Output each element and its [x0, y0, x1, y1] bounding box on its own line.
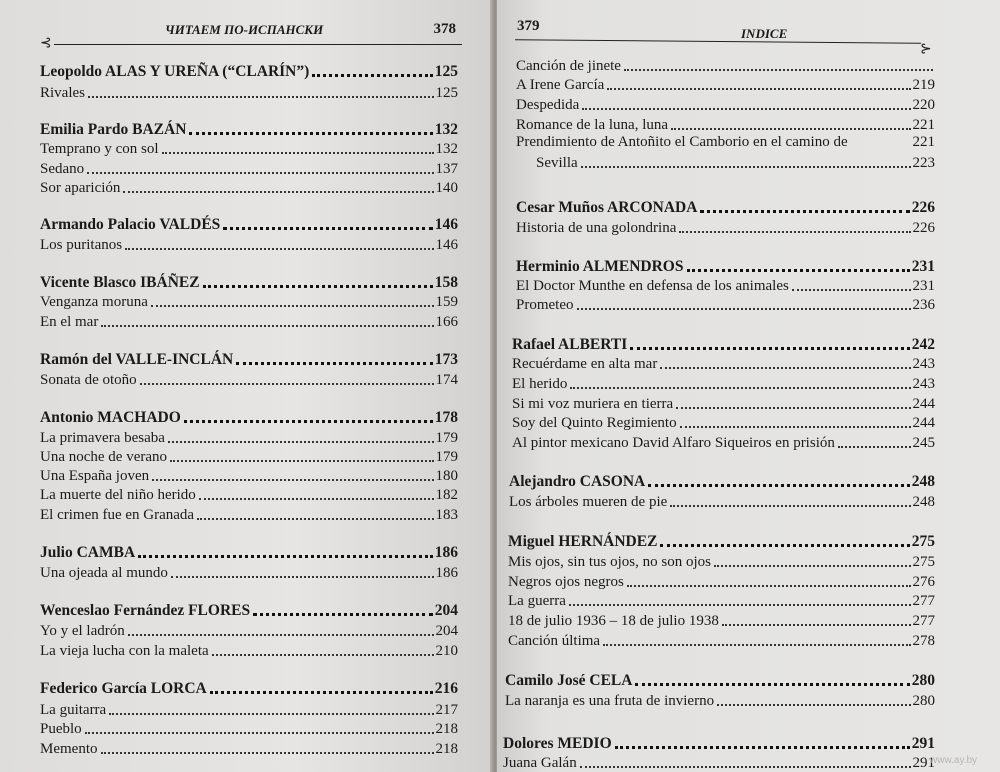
page-ref: 179	[435, 449, 458, 465]
work-title: A Irene García	[516, 77, 605, 93]
work-row	[40, 138, 458, 158]
work-title: Recuérdame en alta mar	[512, 356, 658, 372]
work-row	[516, 275, 935, 295]
right-page	[497, 0, 1000, 772]
work-row	[40, 291, 458, 311]
work-title: Memento	[40, 741, 98, 757]
dot-leader	[152, 479, 433, 481]
dot-leader	[151, 305, 434, 307]
work-row	[40, 82, 458, 102]
dot-leader	[197, 518, 433, 520]
work-row	[512, 393, 935, 413]
page-ref: 158	[434, 274, 458, 291]
work-title: Pueblo	[40, 721, 82, 737]
page-ref: 231	[911, 258, 935, 275]
page-ref: 221	[912, 134, 935, 150]
dot-leader	[838, 446, 911, 448]
dot-leader	[627, 585, 911, 587]
dot-leader	[85, 732, 434, 734]
page-ref: 159	[435, 294, 458, 310]
dot-leader	[714, 565, 911, 567]
page-ref: 221	[912, 117, 935, 133]
page-ref: 226	[912, 220, 935, 236]
page-ref: 245	[912, 435, 935, 451]
dot-leader	[582, 108, 910, 110]
page-ref: 280	[912, 693, 935, 709]
page-ref: 243	[912, 376, 935, 392]
work-row	[516, 131, 935, 151]
work-title: Venganza moruna	[40, 294, 148, 310]
page-number: 378	[433, 21, 456, 37]
dot-leader	[635, 683, 909, 686]
work-row	[508, 630, 935, 650]
header-ornament-icon: ⊰	[40, 36, 52, 51]
dot-leader	[203, 285, 433, 288]
work-title: Rivales	[40, 85, 85, 101]
dot-leader	[580, 766, 911, 768]
author-row	[40, 349, 458, 369]
dot-leader	[128, 634, 434, 636]
work-row	[512, 353, 935, 373]
work-row	[40, 234, 458, 254]
work-title: Una ojeada al mundo	[40, 565, 168, 581]
page-ref: 277	[912, 593, 935, 609]
work-title: La primavera besaba	[40, 430, 165, 446]
work-row	[505, 690, 935, 710]
page-ref: 217	[435, 702, 458, 718]
work-row	[40, 718, 458, 738]
page-ref: 220	[912, 97, 935, 113]
work-row	[516, 74, 935, 94]
author-name: Armando Palacio VALDÉS	[40, 216, 221, 233]
page-ref: 132	[435, 141, 458, 157]
work-row	[40, 465, 458, 485]
dot-leader	[615, 746, 910, 749]
dot-leader	[570, 387, 910, 389]
author-name: Rafael ALBERTI	[512, 336, 628, 353]
author-name: Federico García LORCA	[40, 680, 207, 697]
author-name: Ramón del VALLE-INCLÁN	[40, 351, 234, 368]
dot-leader	[138, 555, 433, 558]
author-name: Wenceslao Fernández FLORES	[40, 602, 251, 619]
work-row	[508, 590, 935, 610]
dot-leader	[101, 325, 433, 327]
work-row	[516, 94, 935, 114]
work-row	[40, 504, 458, 524]
dot-leader	[162, 152, 434, 154]
author-row	[40, 542, 458, 562]
work-title: Sevilla	[536, 155, 578, 171]
work-title: Juana Galán	[503, 755, 577, 771]
work-row	[40, 640, 458, 660]
work-title: Historia de una golondrina	[516, 220, 677, 236]
author-name: Julio CAMBA	[40, 544, 136, 561]
page-ref: 275	[911, 533, 935, 550]
dot-leader	[792, 289, 911, 291]
author-name: Alejandro CASONA	[509, 473, 646, 490]
page-ref: 244	[912, 396, 935, 412]
work-title: Canción de jinete	[516, 58, 621, 74]
header-title: INDICE	[741, 26, 788, 41]
author-name: Dolores MEDIO	[503, 735, 612, 752]
work-row	[40, 158, 458, 178]
page-ref: 219	[912, 77, 935, 93]
page-ref: 204	[434, 602, 458, 619]
dot-leader	[171, 576, 434, 578]
work-title: Al pintor mexicano David Alfaro Siqueiros en prisión	[512, 435, 835, 451]
work-title: El crimen fue en Granada	[40, 507, 195, 523]
dot-leader	[722, 624, 911, 626]
page-ref: 166	[435, 314, 458, 330]
work-title: Si mi voz muriera en tierra	[512, 396, 674, 412]
work-row	[512, 373, 935, 393]
dot-leader	[223, 227, 432, 230]
page-ref: 204	[435, 623, 458, 639]
work-row	[40, 446, 458, 466]
work-row	[40, 311, 458, 331]
page-ref: 179	[435, 430, 458, 446]
work-title: Soy del Quinto Regimiento	[512, 415, 677, 431]
work-title: La guitarra	[40, 702, 107, 718]
work-title: 18 de julio 1936 – 18 de julio 1938	[508, 613, 719, 629]
author-row	[40, 678, 458, 698]
running-header	[517, 18, 937, 41]
author-row	[40, 272, 458, 292]
work-row	[40, 177, 458, 197]
dot-leader	[679, 231, 910, 233]
work-row	[516, 55, 935, 75]
dot-leader	[670, 505, 910, 507]
work-title: Prometeo	[516, 297, 574, 313]
author-row	[503, 733, 935, 753]
author-name: Leopoldo ALAS Y UREÑA (“CLARÍN”)	[40, 63, 310, 80]
dot-leader	[212, 654, 434, 656]
work-row	[40, 699, 458, 719]
dot-leader	[189, 132, 432, 135]
dot-leader	[676, 407, 910, 409]
author-name: Vicente Blasco IBÁÑEZ	[40, 274, 200, 291]
page-number: 379	[517, 18, 540, 34]
page-ref: 216	[434, 680, 458, 697]
work-title: Sonata de otoño	[40, 372, 137, 388]
page-ref: 182	[435, 487, 458, 503]
page-ref: 248	[912, 494, 935, 510]
author-name: Miguel HERNÁNDEZ	[508, 533, 658, 550]
page-ref: 173	[434, 351, 458, 368]
work-title: Sor aparición	[40, 180, 121, 196]
dot-leader	[170, 460, 433, 462]
work-title: Los árboles mueren de pie	[509, 494, 668, 510]
dot-leader	[660, 367, 910, 369]
page-ref: 218	[435, 721, 458, 737]
author-row	[40, 61, 458, 81]
work-row	[40, 620, 458, 640]
work-title: Mis ojos, sin tus ojos, no son ojos	[508, 554, 711, 570]
page-ref: 125	[434, 63, 458, 80]
page-ref: 137	[435, 161, 458, 177]
page-ref: 280	[911, 672, 935, 689]
work-title: Prendimiento de Antoñito el Camborio en el camino de	[516, 134, 848, 150]
dot-leader	[648, 484, 910, 487]
work-row	[509, 491, 935, 511]
header-rule	[54, 44, 462, 45]
page-ref: 180	[435, 468, 458, 484]
dot-leader	[125, 248, 433, 250]
author-name: Cesar Muños ARCONADA	[516, 199, 698, 216]
dot-leader	[123, 191, 433, 193]
page-ref: 146	[435, 237, 458, 253]
left-page	[0, 0, 493, 772]
work-title: Los puritanos	[40, 237, 123, 253]
dot-leader	[140, 383, 434, 385]
dot-leader	[101, 752, 434, 754]
work-row	[40, 427, 458, 447]
page-ref: 236	[912, 297, 935, 313]
page-ref: 291	[911, 735, 935, 752]
page-ref: 210	[435, 643, 458, 659]
author-row	[40, 214, 458, 234]
dot-leader	[236, 362, 433, 365]
page-ref: 231	[912, 278, 935, 294]
work-title: La guerra	[508, 593, 566, 609]
page-ref: 186	[435, 565, 458, 581]
work-title: Una España joven	[40, 468, 150, 484]
header-ornament-icon: ⊱	[920, 42, 932, 57]
author-name: Camilo José CELA	[505, 672, 633, 689]
author-row	[509, 471, 935, 491]
page-ref: 140	[435, 180, 458, 196]
header-rule	[515, 39, 921, 44]
page-ref: 276	[912, 574, 935, 590]
work-row	[508, 551, 935, 571]
dot-leader	[660, 544, 909, 547]
dot-leader	[253, 613, 433, 616]
work-row	[508, 610, 935, 630]
dot-leader	[87, 172, 433, 174]
page-ref: 183	[435, 507, 458, 523]
page-ref: 174	[435, 372, 458, 388]
page-ref: 186	[434, 544, 458, 561]
work-title: Temprano y con sol	[40, 141, 159, 157]
page-ref: 223	[912, 155, 935, 171]
dot-leader	[312, 74, 432, 77]
author-row	[40, 407, 458, 427]
author-name: Herminio ALMENDROS	[516, 258, 684, 275]
watermark: www.ay.by	[930, 755, 978, 766]
page-ref: 226	[911, 199, 935, 216]
work-title: El herido	[512, 376, 568, 392]
author-name: Antonio MACHADO	[40, 409, 181, 426]
page-ref: 291	[912, 755, 935, 771]
dot-leader	[168, 441, 434, 443]
page-ref: 178	[434, 409, 458, 426]
work-row	[40, 738, 458, 758]
dot-leader	[607, 88, 910, 90]
dot-leader	[603, 644, 910, 646]
running-header	[165, 22, 460, 42]
author-row	[512, 334, 935, 354]
author-row	[516, 197, 935, 217]
work-row	[40, 562, 458, 582]
page-ref: 277	[912, 613, 935, 629]
work-title: Una noche de verano	[40, 449, 168, 465]
work-title: Negros ojos negros	[508, 574, 624, 590]
dot-leader	[109, 713, 433, 715]
page-ref: 275	[912, 554, 935, 570]
work-title: La vieja lucha con la maleta	[40, 643, 209, 659]
page-ref: 242	[911, 336, 935, 353]
dot-leader	[569, 604, 911, 606]
dot-leader	[88, 96, 434, 98]
work-title: Romance de la luna, luna	[516, 117, 669, 133]
work-row	[516, 152, 935, 172]
page-ref: 244	[912, 415, 935, 431]
work-title: La naranja es una fruta de invierno	[505, 693, 715, 709]
dot-leader	[184, 420, 433, 423]
work-title: Sedano	[40, 161, 85, 177]
header-title: ЧИТАЕМ ПО-ИСПАНСКИ	[165, 22, 324, 37]
page-ref: 278	[912, 633, 935, 649]
work-row	[516, 217, 935, 237]
page-ref: 146	[434, 216, 458, 233]
work-row	[512, 412, 935, 432]
dot-leader	[700, 210, 909, 213]
page-ref: 218	[435, 741, 458, 757]
work-title: El Doctor Munthe en defensa de los animales	[516, 278, 789, 294]
dot-leader	[210, 691, 433, 694]
work-title: Canción última	[508, 633, 601, 649]
author-row	[508, 531, 935, 551]
dot-leader	[671, 128, 910, 130]
author-row	[40, 119, 458, 139]
author-row	[40, 600, 458, 620]
author-row	[505, 670, 935, 690]
work-title: Yo y el ladrón	[40, 623, 125, 639]
work-row	[512, 432, 935, 452]
dot-leader	[630, 347, 909, 350]
work-title: La muerte del niño herido	[40, 487, 196, 503]
page-ref: 248	[911, 473, 935, 490]
page-ref: 243	[912, 356, 935, 372]
dot-leader	[199, 498, 434, 500]
work-row	[503, 752, 935, 772]
dot-leader	[687, 269, 910, 272]
dot-leader	[577, 308, 911, 310]
work-title: Despedida	[516, 97, 580, 113]
dot-leader	[581, 166, 911, 168]
page-ref: 132	[434, 121, 458, 138]
work-row	[508, 571, 935, 591]
work-title: En el mar	[40, 314, 99, 330]
author-name: Emilia Pardo BAZÁN	[40, 121, 187, 138]
dot-leader	[717, 704, 910, 706]
work-row	[40, 369, 458, 389]
work-row	[516, 294, 935, 314]
dot-leader	[680, 426, 911, 428]
dot-leader	[624, 69, 933, 71]
work-row	[40, 484, 458, 504]
page-ref: 125	[435, 85, 458, 101]
author-row	[516, 256, 935, 276]
